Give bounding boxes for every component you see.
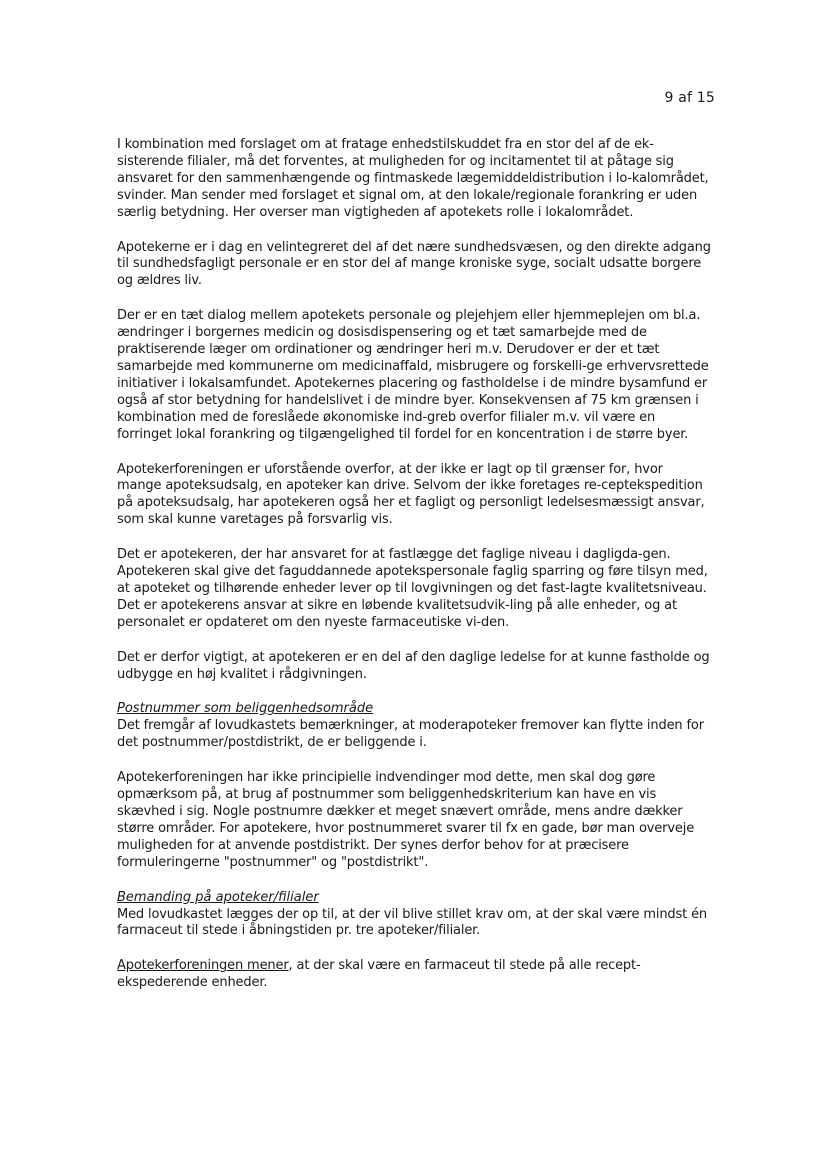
section-postnummer: [117, 701, 711, 752]
paragraph-2: Apotekerne er i dag en velintegreret del af det nære sundhedsvæsen, og den direkte adgang til sundhedsfagligt personale er en stor del af mange kroniske syge, socialt udsatte borgere og ældres liv.: [117, 239, 711, 289]
section-postnummer-intro: Det fremgår af lovudkastets bemærkninger, at moderapoteker fremover kan flytte inden for det postnummer/postdistrikt, de er beliggende i.: [117, 718, 704, 751]
section-bemanding-conclusion: [117, 958, 711, 992]
section-heading-postnummer: Postnummer som beliggenhedsområde: [117, 701, 374, 717]
conclusion-lead: Apotekerforeningen mener: [117, 958, 289, 974]
conclusion-rest: , at der skal være en farmaceut til stede på alle recept-ekspederende enheder.: [117, 958, 641, 991]
paragraph-3: Der er en tæt dialog mellem apotekets personale og plejehjem eller hjemmeplejen om bl.a. ændringer i borgernes medicin og dosisdispensering og et tæt samarbejde med de praktiserende læger om ordinationer og ændringer heri m.v. Derudover er der et tæt samarbejde med kommunerne om medicinaffald, misbrugere og forskelli-ge erhvervsrettede initiativer i lokalsamfundet. Apotekernes placering og fastholdelse i de mindre bysamfund er også af stor betydning for handelslivet i de mindre byer. Konsekvensen af 75 km grænsen i kombination med de foreslåede økonomiske ind-greb overfor filialer m.v. vil være en forringet lokal forankring og tilgængelighed til fordel for en koncentration i de større byer.: [117, 308, 709, 442]
document-body: [117, 137, 711, 1010]
section-bemanding-intro: Med lovudkastet lægges der op til, at der vil blive stillet krav om, at der skal være mindst én farmaceut til stede i åbningstiden pr. tre apoteker/filialer.: [117, 906, 708, 939]
paragraph-1: I kombination med forslaget om at fratage enhedstilskuddet fra en stor del af de ek-sisterende filialer, må det forventes, at muligheden for og incitamentet til at påtage sig ansvaret for den sammenhængende og fintmaskede lægemiddeldistribution i lo-kalområdet, svinder. Man sender med forslaget et signal om, at den lokale/regionale forankring er uden særlig betydning. Her overser man vigtigheden af apotekets rolle i lokalområdet.: [117, 137, 709, 220]
section-postnummer-body: Apotekerforeningen har ikke principielle indvendinger mod dette, men skal dog gøre opmærksom på, at brug af postnummer som beliggenhedskriterium kan have en vis skævhed i sig. Nogle postnumre dækker et meget snævert område, mens andre dækker større områder. For apotekere, hvor postnummeret svarer til fx en gade, bør man overveje muligheden for at anvende postdistrikt. Der synes derfor behov for at præcisere formuleringerne "postnummer" og "postdistrikt".: [117, 770, 695, 870]
paragraph-5: Det er apotekeren, der har ansvaret for at fastlægge det faglige niveau i dagligda-gen. Apotekeren skal give det faguddannede apotekspersonale faglig sparring og føre tilsyn med, at apoteket og tilhørende enheder lever op til lovgivningen og det fast-lagte kvalitetsniveau. Det er apotekerens ansvar at sikre en løbende kvalitetsudvik-ling på alle enheder, og at personalet er opdateret om den nyeste farmaceutiske vi-den.: [117, 547, 708, 630]
section-bemanding: [117, 890, 711, 941]
page-number: 9 af 15: [664, 90, 715, 106]
section-heading-bemanding: Bemanding på apoteker/filialer: [117, 889, 319, 905]
paragraph-6: Det er derfor vigtigt, at apotekeren er en del af den daglige ledelse for at kunne fastholde og udbygge en høj kvalitet i rådgivningen.: [117, 649, 710, 682]
paragraph-4: Apotekerforeningen er uforstående overfor, at der ikke er lagt op til grænser for, hvor mange apoteksudsalg, en apoteker kan drive. Selvom der ikke foretages re-ceptekspedition på apoteksudsalg, har apotekeren også her et fagligt og personligt ledelsesmæssigt ansvar, som skal kunne varetages på forsvarlig vis.: [117, 461, 705, 528]
